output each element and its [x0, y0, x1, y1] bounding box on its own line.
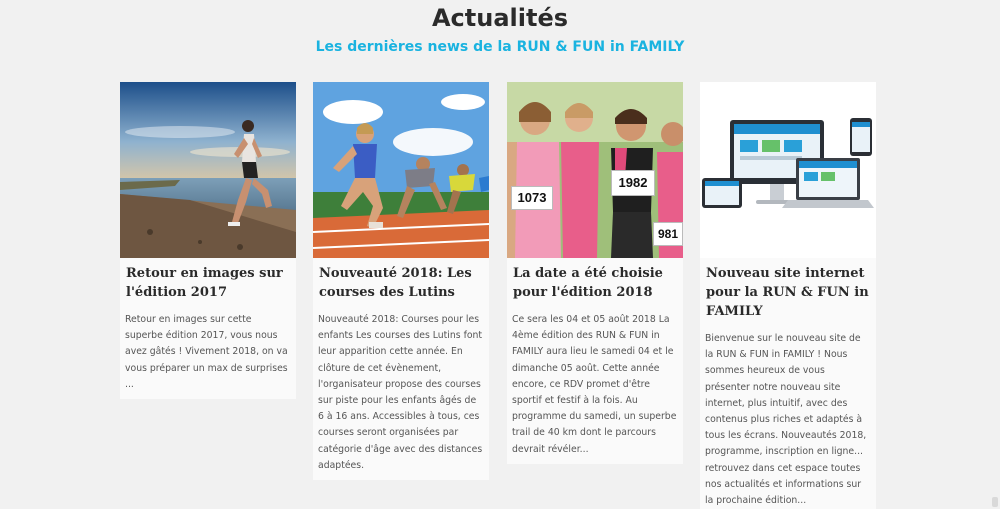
news-card[interactable] — [507, 82, 683, 464]
news-card[interactable] — [700, 82, 876, 509]
race-bib: 1073 — [511, 186, 553, 210]
runner-on-beach-photo[interactable] — [120, 82, 296, 258]
page-title: Actualités — [431, 4, 569, 32]
card-excerpt: Retour en images sur cette superbe édition 2017, vous nous avez gâtés ! Vivement 2018, on va vous préparer un max de surprises ... — [125, 314, 288, 390]
card-title[interactable]: Nouveauté 2018: Les courses des Lutins — [319, 266, 472, 300]
race-bib: 1982 — [611, 170, 655, 196]
news-card[interactable] — [313, 82, 489, 480]
card-excerpt: Nouveauté 2018: Courses pour les enfants Les courses des Lutins font leur apparition cette année. En clôture de cet évènement, l'organisateur propose des courses sur piste pour les enfants âgés de 6 à 16 ans. Accessibles à tous, ces courses seront organisées par catégorie d'âge avec des distances adaptées. — [318, 314, 483, 471]
race-bib: 981 — [653, 222, 683, 246]
news-card[interactable] — [120, 82, 296, 399]
children-on-track-photo[interactable] — [313, 82, 489, 258]
responsive-devices-photo[interactable] — [700, 82, 876, 258]
card-excerpt: Ce sera les 04 et 05 août 2018 La 4ème édition des RUN & FUN in FAMILY aura lieu le samedi 04 et le dimanche 05 août. Cette année encore, ce RDV promet d'être sportif et festif à la fois. Au programme du samedi, un superbe trail de 40 km dont le parcours devrait révéler... — [512, 314, 677, 455]
card-title[interactable]: Retour en images sur l'édition 2017 — [126, 266, 283, 300]
page-subtitle: Les dernières news de la RUN & FUN in FAMILY — [315, 39, 685, 55]
card-title[interactable]: La date a été choisie pour l'édition 2018 — [513, 266, 663, 300]
card-title[interactable]: Nouveau site internet pour la RUN & FUN in FAMILY — [706, 266, 869, 319]
scroll-to-top-button[interactable] — [992, 497, 998, 507]
card-excerpt: Bienvenue sur le nouveau site de la RUN & FUN in FAMILY ! Nous sommes heureux de vous présenter notre nouveau site internet, plus intuitif, avec des contenus plus riches et adaptés à tous les écrans. Nouveautés 2018, programme, inscription en ligne... retrouvez dans cet espace toutes nos actualités et informations sur la prochaine édition... — [705, 333, 867, 507]
bib-overlays — [507, 82, 683, 258]
